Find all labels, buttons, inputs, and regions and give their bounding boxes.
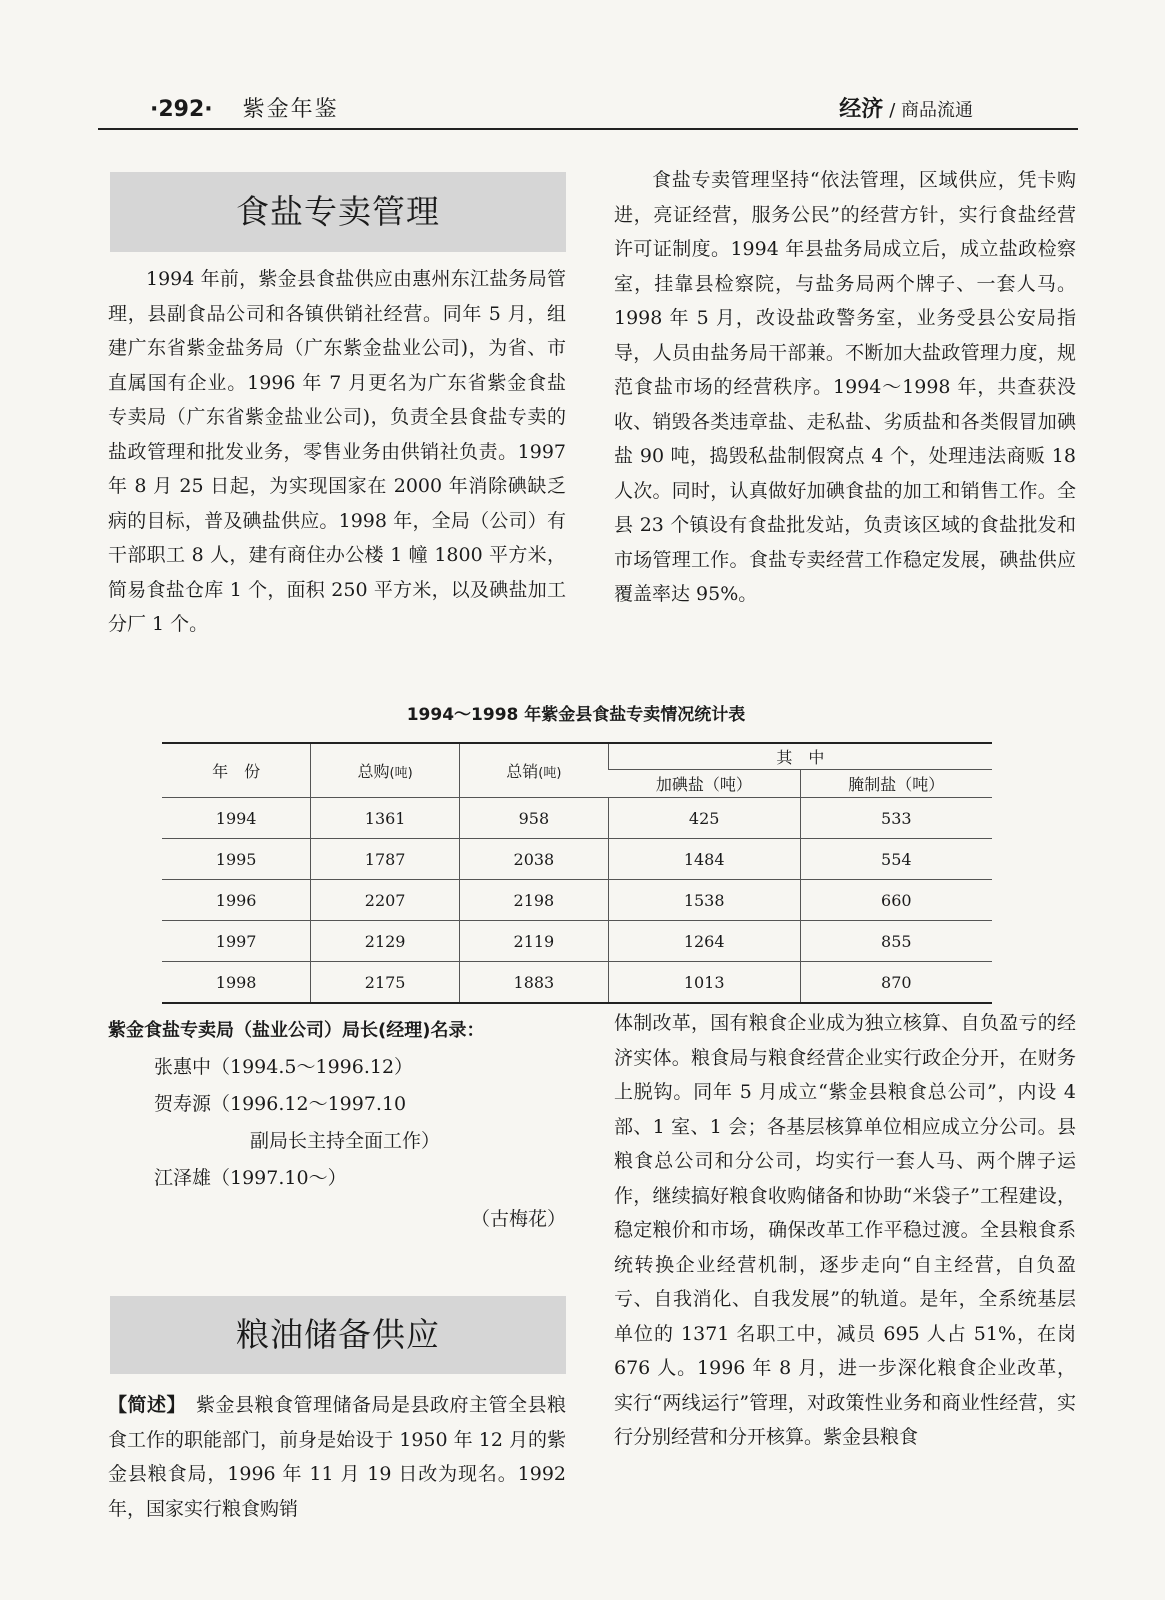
grain-paragraph-right xyxy=(614,1006,1076,1455)
director-list xyxy=(108,1012,578,1238)
salt-paragraph-right xyxy=(614,163,1076,612)
header-year: 年 份 xyxy=(162,743,311,798)
section-title-salt: 食盐专卖管理 xyxy=(110,172,566,252)
table-row: 1996 2207 2198 1538 660 xyxy=(162,880,992,921)
author-signature: （古梅花） xyxy=(470,1208,566,1230)
director-list-heading: 紫金食盐专卖局（盐业公司）局长(经理)名录： xyxy=(108,1020,485,1041)
table-row: 1994 1361 958 425 533 xyxy=(162,798,992,839)
table-title: 1994～1998 年紫金县食盐专卖情况统计表 xyxy=(406,705,746,725)
header-pickling: 腌制盐（吨） xyxy=(800,770,992,798)
salt-statistics-table xyxy=(162,742,992,1004)
page-number: ·292· xyxy=(150,97,213,122)
header-iodized: 加碘盐（吨） xyxy=(608,770,800,798)
grain-paragraph-left xyxy=(108,1388,566,1526)
director-item: 江泽雄（1997.10～） xyxy=(154,1167,347,1189)
header-sales: 总销(吨) xyxy=(460,743,609,798)
table-row: 1997 2129 2119 1264 855 xyxy=(162,921,992,962)
paragraph: 体制改革，国有粮食企业成为独立核算、自负盈亏的经济实体。粮食局与粮食经营企业实行政企分开，在财务上脱钩。同年 5 月成立“紫金县粮食总公司”，内设 4 部、1 室、1 会；各基层核算单位相应成立分公司。县粮食总公司和分公司，均实行一套人马、两个牌子运作，继续搞好粮食收购储备和协助“米袋子”工程建设，稳定粮价和市场，确保改革工作平稳过渡。全县粮食系统转换企业经营机制，逐步走向“自主经营，自负盈亏、自我消化、自我发展”的轨道。是年，全系统基层单位的 1371 名职工中，减员 695 人占 51%，在岗 676 人。1996 年 8 月，进一步深化粮食企业改革，实行“两线运行”管理，对政策性业务和商业性经营，实行分别经营和分开核算。紫金县粮食 xyxy=(614,1012,1076,1448)
header-purchase: 总购(吨) xyxy=(311,743,460,798)
paragraph: 食盐专卖管理坚持“依法管理，区域供应，凭卡购进，亮证经营，服务公民”的经营方针，实行食盐经营许可证制度。1994 年县盐务局成立后，成立盐政检察室，挂靠县检察院，与盐务局两个牌子、一套人马。1998 年 5 月，改设盐政警务室，业务受县公安局指导，人员由盐务局干部兼。不断加大盐政管理力度，规范食盐市场的经营秩序。1994～1998 年，共查获没收、销毁各类违章盐、走私盐、劣质盐和各类假冒加碘盐 90 吨，捣毁私盐制假窝点 4 个，处理违法商贩 18 人次。同时，认真做好加碘食盐的加工和销售工作。全县 23 个镇设有食盐批发站，负责该区域的食盐批发和市场管理工作。食盐专卖经营工作稳定发展，碘盐供应覆盖率达 95%。 xyxy=(614,169,1076,605)
section-name: 经济 xyxy=(839,97,884,122)
table-row: 1995 1787 2038 1484 554 xyxy=(162,839,992,880)
table-row: 1998 2175 1883 1013 870 xyxy=(162,962,992,1004)
subsection-name: / 商品流通 xyxy=(889,100,973,121)
header-right xyxy=(839,92,973,123)
summary-tag: 【简述】 xyxy=(108,1394,177,1416)
page-header xyxy=(98,88,1078,130)
header-group: 其 中 xyxy=(608,743,992,770)
section-title-grain: 粮油储备供应 xyxy=(110,1296,566,1374)
salt-paragraph-left xyxy=(108,262,566,642)
director-item-note: 副局长主持全面工作） xyxy=(250,1130,441,1152)
director-item: 贺寿源（1996.12～1997.10 xyxy=(154,1093,407,1115)
director-item: 张惠中（1994.5～1996.12） xyxy=(154,1056,414,1078)
paragraph: 【简述】 紫金县粮食管理储备局是县政府主管全县粮食工作的职能部门，前身是始设于 1950 年 12 月的紫金县粮食局，1996 年 11 月 19 日改为现名。1992 年，国家实行粮食购销 xyxy=(108,1394,566,1520)
header-left xyxy=(150,92,339,123)
yearbook-title: 紫金年鉴 xyxy=(242,97,339,122)
paragraph: 1994 年前，紫金县食盐供应由惠州东江盐务局管理，县副食品公司和各镇供销社经营。同年 5 月，组建广东省紫金盐务局（广东紫金盐业公司)，为省、市直属国有企业。1996 年 7 月更名为广东省紫金食盐专卖局（广东省紫金盐业公司)，负责全县食盐专卖的盐政管理和批发业务，零售业务由供销社负责。1997 年 8 月 25 日起，为实现国家在 2000 年消除碘缺乏病的目标，普及碘盐供应。1998 年，全局（公司）有干部职工 8 人，建有商住办公楼 1 幢 1800 平方米，简易食盐仓库 1 个，面积 250 平方米，以及碘盐加工分厂 1 个。 xyxy=(108,268,566,635)
